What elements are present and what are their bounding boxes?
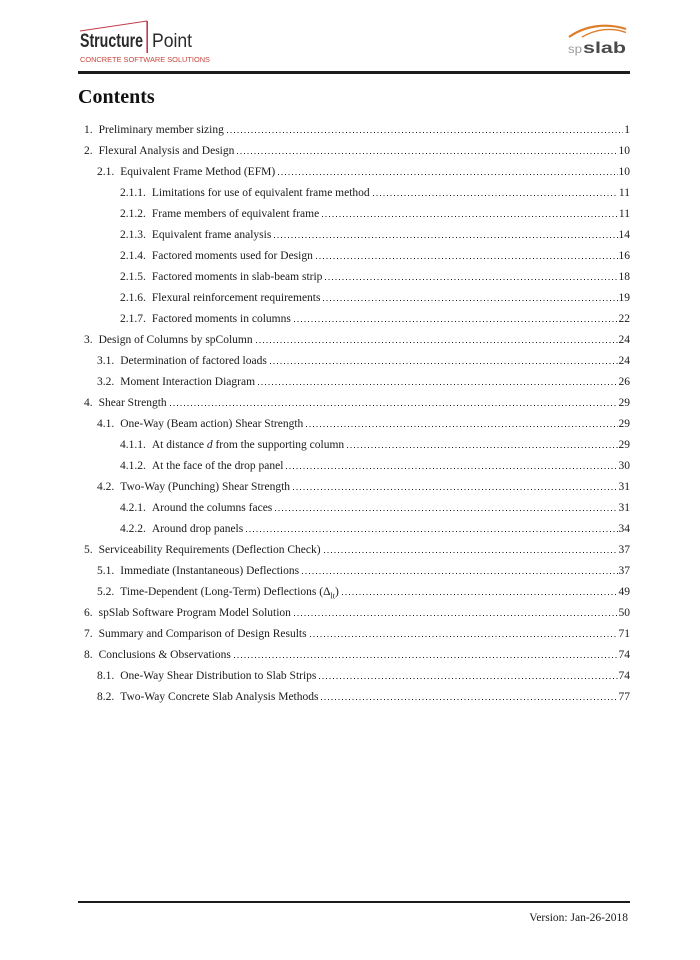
- toc-entry-number: 1.: [84, 124, 93, 136]
- toc-leader-dots: [274, 237, 617, 238]
- brand-word-secondary: Point: [152, 31, 193, 52]
- version-label: Version: Jan-26-2018: [529, 912, 628, 924]
- toc-entry-page: 71: [618, 628, 630, 640]
- toc-entry[interactable]: [78, 309, 630, 330]
- spslab-swoosh-icon: [569, 26, 626, 37]
- toc-leader-dots: [310, 636, 618, 637]
- toc-entry-label: Two-Way (Punching) Shear Strength: [120, 481, 291, 493]
- toc-entry[interactable]: [78, 183, 630, 204]
- header-rule: [78, 71, 630, 74]
- toc-leader-dots: [347, 447, 617, 448]
- toc-entry-label: Equivalent frame analysis: [151, 229, 272, 241]
- toc-entry[interactable]: [78, 456, 630, 477]
- toc-entry-label: Design of Columns by spColumn: [98, 334, 253, 346]
- toc-leader-dots: [323, 300, 617, 301]
- toc-entry-label: Summary and Comparison of Design Results: [98, 628, 307, 640]
- toc-entry-label: At the face of the drop panel: [151, 460, 284, 472]
- footer-rule: [78, 901, 630, 903]
- structurepoint-logo: [78, 16, 293, 66]
- toc-entry[interactable]: [78, 498, 630, 519]
- toc-entry-number: 4.1.: [97, 418, 115, 430]
- toc-entry-number: 6.: [84, 607, 93, 619]
- toc-leader-dots: [286, 468, 617, 469]
- toc-entry-label: Equivalent Frame Method (EFM): [120, 166, 276, 178]
- brand-word-primary: Structure: [80, 31, 143, 52]
- toc-entry[interactable]: [78, 582, 630, 603]
- toc-entry-number: 4.2.2.: [120, 523, 146, 535]
- toc-entry-number: 2.1.: [97, 166, 115, 178]
- toc-leader-dots: [316, 258, 618, 259]
- toc-entry-label: Factored moments used for Design: [151, 250, 313, 262]
- toc-entry[interactable]: [78, 288, 630, 309]
- product-prefix: sp: [568, 42, 583, 56]
- toc-entry-label: Moment Interaction Diagram: [120, 376, 256, 388]
- toc-entry-label: Preliminary member sizing: [98, 124, 224, 136]
- toc-entry[interactable]: [78, 351, 630, 372]
- toc-leader-dots: [258, 384, 617, 385]
- toc-leader-dots: [234, 657, 618, 658]
- toc-entry[interactable]: [78, 666, 630, 687]
- toc-entry-number: 2.1.3.: [120, 229, 146, 241]
- toc-entry[interactable]: [78, 414, 630, 435]
- toc-leader-dots: [319, 678, 617, 679]
- table-of-contents: [78, 120, 630, 708]
- toc-entry-label: Flexural reinforcement requirements: [151, 292, 321, 304]
- toc-entry-label: Around drop panels: [151, 523, 244, 535]
- toc-entry-label: Limitations for use of equivalent frame method: [151, 187, 370, 199]
- toc-entry[interactable]: [78, 393, 630, 414]
- toc-entry-page: 50: [618, 607, 630, 619]
- toc-entry-page: 30: [618, 460, 630, 472]
- toc-entry[interactable]: [78, 225, 630, 246]
- toc-leader-dots: [324, 552, 618, 553]
- toc-entry-page: 10: [618, 166, 630, 178]
- toc-entry-page: 16: [618, 250, 630, 262]
- toc-leader-dots: [373, 195, 618, 196]
- toc-entry[interactable]: [78, 330, 630, 351]
- toc-entry-page: 74: [618, 670, 630, 682]
- toc-entry-number: 4.2.1.: [120, 502, 146, 514]
- toc-entry-number: 5.: [84, 544, 93, 556]
- toc-entry-number: 2.1.6.: [120, 292, 146, 304]
- toc-leader-dots: [278, 174, 617, 175]
- toc-entry[interactable]: [78, 561, 630, 582]
- toc-entry[interactable]: [78, 519, 630, 540]
- toc-leader-dots: [321, 699, 617, 700]
- toc-entry-page: 29: [618, 439, 630, 451]
- toc-entry-label: Around the columns faces: [151, 502, 273, 514]
- toc-entry-number: 3.2.: [97, 376, 115, 388]
- toc-entry-page: 49: [618, 586, 630, 598]
- toc-entry-label: Factored moments in columns: [151, 313, 291, 325]
- toc-entry-number: 7.: [84, 628, 93, 640]
- toc-entry[interactable]: [78, 645, 630, 666]
- toc-entry-label: One-Way (Beam action) Shear Strength: [120, 418, 304, 430]
- toc-entry-page: 1: [624, 124, 630, 136]
- toc-entry[interactable]: [78, 120, 630, 141]
- toc-entry-page: 74: [618, 649, 630, 661]
- toc-entry[interactable]: [78, 204, 630, 225]
- toc-entry-page: 29: [618, 418, 630, 430]
- toc-entry[interactable]: [78, 372, 630, 393]
- toc-entry-number: 2.: [84, 145, 93, 157]
- toc-entry-page: 18: [618, 271, 630, 283]
- toc-leader-dots: [256, 342, 618, 343]
- toc-entry-page: 31: [618, 502, 630, 514]
- toc-leader-dots: [325, 279, 617, 280]
- brand-tagline: CONCRETE SOFTWARE SOLUTIONS: [80, 57, 211, 64]
- toc-entry-number: 2.1.5.: [120, 271, 146, 283]
- toc-entry-number: 2.1.4.: [120, 250, 146, 262]
- toc-entry-page: 77: [618, 691, 630, 703]
- toc-entry-label: Factored moments in slab-beam strip: [151, 271, 323, 283]
- toc-entry-label: Serviceability Requirements (Deflection Check): [98, 544, 321, 556]
- toc-entry-label: Determination of factored loads: [120, 355, 267, 367]
- toc-leader-dots: [246, 531, 617, 532]
- toc-entry[interactable]: [78, 141, 630, 162]
- toc-leader-dots: [227, 132, 623, 133]
- toc-entry-label: Conclusions & Observations: [98, 649, 231, 661]
- toc-entry-label: Time-Dependent (Long-Term) Deflections $(\Delta_{lt})$: [120, 586, 339, 601]
- toc-leader-dots: [302, 573, 617, 574]
- toc-entry-page: 22: [618, 313, 630, 325]
- toc-entry-number: 5.2.: [97, 586, 115, 598]
- toc-entry-number: 2.1.2.: [120, 208, 146, 220]
- toc-entry-number: 8.1.: [97, 670, 115, 682]
- toc-entry-number: 4.1.1.: [120, 439, 146, 451]
- toc-entry-label: Frame members of equivalent frame: [151, 208, 320, 220]
- toc-entry-page: 14: [618, 229, 630, 241]
- toc-leader-dots: [170, 405, 618, 406]
- toc-entry-page: 11: [618, 208, 630, 220]
- toc-entry-page: 29: [618, 397, 630, 409]
- product-name: slab: [583, 40, 627, 57]
- toc-leader-dots: [322, 216, 618, 217]
- toc-entry-number: 5.1.: [97, 565, 115, 577]
- toc-leader-dots: [293, 489, 617, 490]
- toc-entry-label: Flexural Analysis and Design: [98, 145, 235, 157]
- toc-entry-page: 37: [618, 544, 630, 556]
- toc-entry-number: 4.1.2.: [120, 460, 146, 472]
- toc-leader-dots: [294, 615, 618, 616]
- toc-leader-dots: [275, 510, 617, 511]
- toc-entry[interactable]: [78, 603, 630, 624]
- toc-entry-number: 4.: [84, 397, 93, 409]
- toc-entry-number: 8.: [84, 649, 93, 661]
- toc-entry-page: 24: [618, 334, 630, 346]
- toc-entry[interactable]: [78, 435, 630, 456]
- spslab-swoosh-icon: [582, 29, 626, 37]
- toc-entry[interactable]: [78, 477, 630, 498]
- toc-leader-dots: [294, 321, 618, 322]
- contents-title: Contents: [78, 86, 155, 108]
- logo-diagonal-line: [80, 21, 147, 31]
- toc-entry-number: 2.1.1.: [120, 187, 146, 199]
- toc-entry[interactable]: [78, 162, 630, 183]
- toc-entry[interactable]: [78, 540, 630, 561]
- toc-entry-number: 8.2.: [97, 691, 115, 703]
- toc-leader-dots: [342, 594, 618, 595]
- spslab-logo: [562, 16, 632, 58]
- toc-entry-number: 2.1.7.: [120, 313, 146, 325]
- toc-entry-number: 3.1.: [97, 355, 115, 367]
- toc-entry-page: 26: [618, 376, 630, 388]
- toc-entry[interactable]: [78, 624, 630, 645]
- toc-entry-label: Two-Way Concrete Slab Analysis Methods: [120, 691, 319, 703]
- toc-entry[interactable]: [78, 246, 630, 267]
- toc-entry-page: 24: [618, 355, 630, 367]
- toc-entry-label: At distance d from the supporting column: [151, 439, 345, 451]
- toc-entry-label: spSlab Software Program Model Solution: [98, 607, 291, 619]
- header: [78, 16, 632, 66]
- toc-entry-page: 11: [618, 187, 630, 199]
- toc-entry-page: 31: [618, 481, 630, 493]
- main-content: [78, 86, 630, 708]
- toc-entry-number: 3.: [84, 334, 93, 346]
- toc-leader-dots: [270, 363, 618, 364]
- toc-entry-number: 4.2.: [97, 481, 115, 493]
- toc-entry-label: Immediate (Instantaneous) Deflections: [120, 565, 300, 577]
- toc-leader-dots: [306, 426, 617, 427]
- toc-entry-page: 10: [618, 145, 630, 157]
- logo-divider-bar: [146, 21, 148, 53]
- toc-entry-page: 34: [618, 523, 630, 535]
- toc-entry[interactable]: [78, 267, 630, 288]
- toc-leader-dots: [237, 153, 617, 154]
- toc-entry-page: 19: [618, 292, 630, 304]
- toc-entry-label: Shear Strength: [98, 397, 167, 409]
- toc-entry-page: 37: [618, 565, 630, 577]
- toc-entry-label: One-Way Shear Distribution to Slab Strips: [120, 670, 317, 682]
- toc-entry[interactable]: [78, 687, 630, 708]
